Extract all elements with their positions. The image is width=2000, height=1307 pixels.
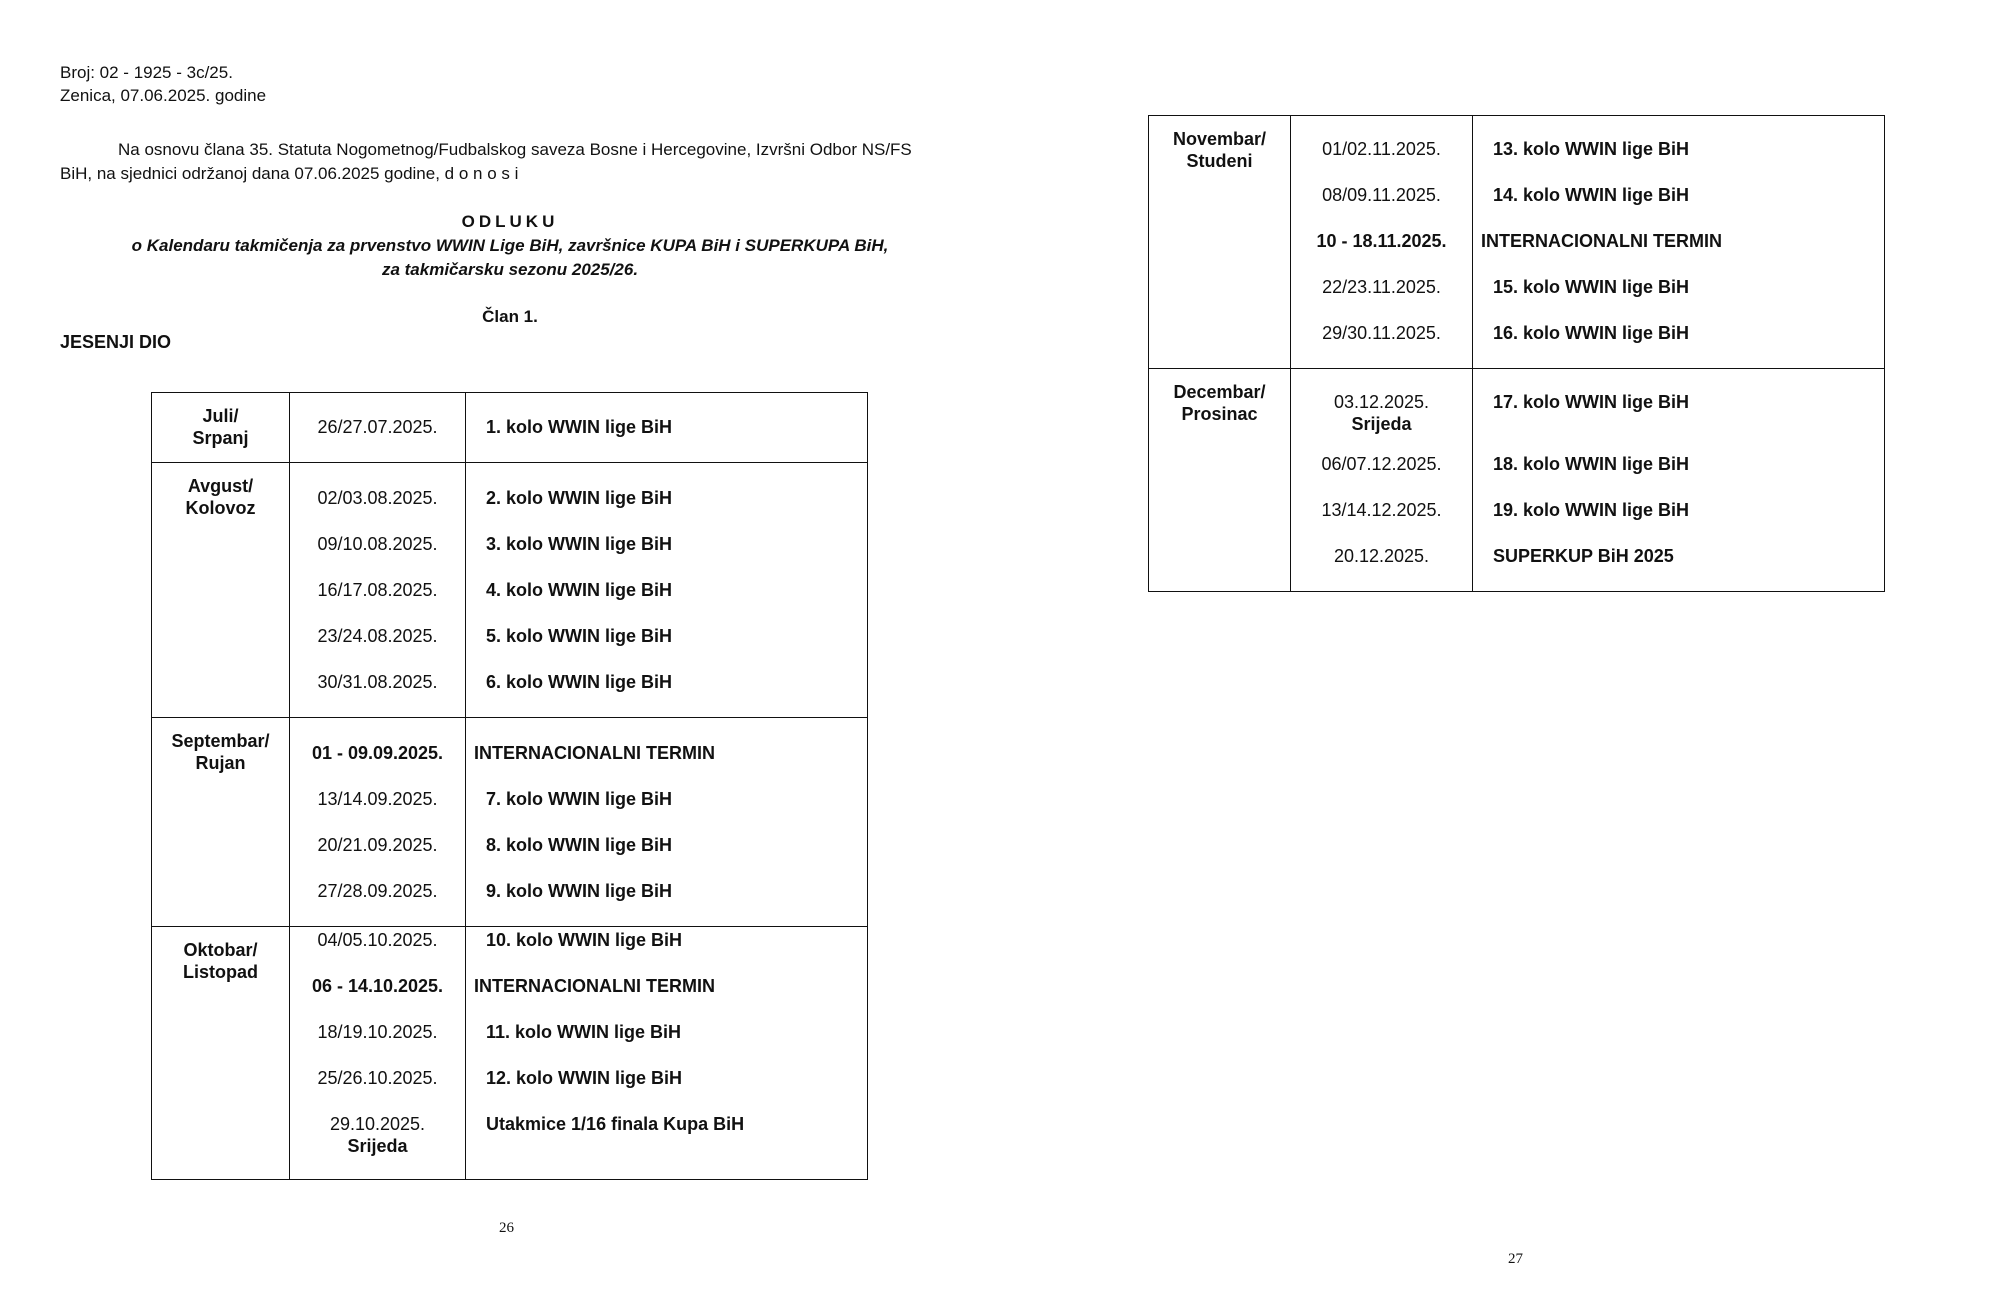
schedule-event: INTERNACIONALNI TERMIN [1481, 231, 1722, 251]
date-text: 02/03.08.2025. [317, 488, 438, 508]
schedule-event: Utakmice 1/16 finala Kupa BiH [486, 1114, 745, 1134]
schedule-event: SUPERKUP BiH 2025 [1493, 546, 1674, 566]
schedule-event: 15. kolo WWIN lige BiH [1493, 277, 1690, 297]
date-cell [290, 718, 466, 927]
event-cell [1473, 116, 1885, 369]
date-text: 09/10.08.2025. [317, 534, 438, 554]
document-place-date: Zenica, 07.06.2025. godine [60, 86, 267, 105]
event-cell [466, 927, 868, 1180]
schedule-table-autumn-1 [151, 392, 868, 1180]
date-text: 26/27.07.2025. [317, 417, 438, 437]
date-text: 29/30.11.2025. [1322, 323, 1441, 343]
schedule-date [290, 834, 465, 880]
schedule-event: 6. kolo WWIN lige BiH [486, 672, 673, 692]
schedule-date [1291, 138, 1472, 184]
schedule-date [290, 1113, 465, 1175]
schedule-date [1291, 545, 1472, 591]
decision-title: ODLUKU [461, 212, 559, 231]
schedule-date [290, 1067, 465, 1113]
month-row [152, 393, 868, 463]
month-row [152, 718, 868, 927]
date-text: 13/14.09.2025. [317, 789, 438, 809]
event-cell [466, 393, 868, 463]
decision-subtitle-2: za takmičarsku sezonu 2025/26. [381, 260, 639, 279]
schedule-date [1291, 322, 1472, 368]
schedule-date [290, 880, 465, 926]
date-text: 13/14.12.2025. [1321, 500, 1442, 520]
date-text: 01/02.11.2025. [1322, 139, 1441, 159]
date-text: 01 - 09.09.2025. [311, 743, 444, 763]
schedule-date [1291, 391, 1472, 453]
event-cell [1473, 369, 1885, 592]
month-cell [152, 718, 290, 927]
date-text: 27/28.09.2025. [317, 881, 438, 901]
schedule-event: 18. kolo WWIN lige BiH [1493, 454, 1690, 474]
schedule-table-autumn-2 [1148, 115, 1885, 592]
page-number-right: 27 [1508, 1251, 1523, 1267]
schedule-event: 10. kolo WWIN lige BiH [486, 930, 683, 950]
schedule-date [290, 625, 465, 671]
schedule-event: 19. kolo WWIN lige BiH [1493, 500, 1690, 520]
section-title: JESENJI DIO [60, 332, 172, 352]
schedule-event: 4. kolo WWIN lige BiH [486, 580, 673, 600]
date-text: 06/07.12.2025. [1321, 454, 1442, 474]
intro-line-1: Na osnovu člana 35. Statuta Nogometnog/Fudbalskog saveza Bosne i Hercegovine, Izvršni Odbor NS/FS [118, 140, 912, 159]
date-text: 20.12.2025. [1333, 546, 1430, 566]
event-cell [466, 463, 868, 718]
schedule-date [290, 533, 465, 579]
schedule-date [290, 487, 465, 533]
date-text: 25/26.10.2025. [317, 1068, 438, 1088]
schedule-date [1291, 453, 1472, 499]
schedule-date [1291, 230, 1472, 276]
month-row [152, 927, 868, 1180]
month-cell [1149, 369, 1291, 592]
schedule-date [290, 788, 465, 834]
schedule-event: 13. kolo WWIN lige BiH [1493, 139, 1690, 159]
date-cell [1291, 116, 1473, 369]
schedule-event: 17. kolo WWIN lige BiH [1493, 392, 1690, 412]
schedule-date [290, 929, 465, 975]
date-cell [290, 927, 466, 1180]
article-title: Član 1. [482, 307, 538, 326]
schedule-date [290, 742, 465, 788]
date-weekday: Srijeda [1351, 414, 1412, 434]
intro-line-2: BiH, na sjednici održanoj dana 07.06.2025 godine, d o n o s i [60, 164, 519, 183]
month-label: Prosinac [1181, 404, 1258, 424]
month-label: Rujan [195, 753, 246, 773]
date-text: 22/23.11.2025. [1322, 277, 1441, 297]
date-text: 18/19.10.2025. [317, 1022, 438, 1042]
month-cell [152, 393, 290, 463]
schedule-date [1291, 499, 1472, 545]
schedule-date [290, 671, 465, 717]
schedule-date [1291, 184, 1472, 230]
date-text: 10 - 18.11.2025. [1316, 231, 1447, 251]
month-label: Kolovoz [185, 498, 256, 518]
month-label: Novembar/ [1172, 129, 1267, 149]
date-cell [1291, 369, 1473, 592]
schedule-event: 2. kolo WWIN lige BiH [486, 488, 673, 508]
date-text: 23/24.08.2025. [317, 626, 438, 646]
month-label: Juli/ [202, 406, 239, 426]
schedule-event: 3. kolo WWIN lige BiH [486, 534, 673, 554]
month-cell [1149, 116, 1291, 369]
schedule-event: INTERNACIONALNI TERMIN [474, 976, 715, 996]
schedule-date [290, 975, 465, 1021]
month-row [1149, 369, 1885, 592]
date-text: 20/21.09.2025. [317, 835, 438, 855]
intro-paragraph [60, 138, 960, 186]
month-cell [152, 463, 290, 718]
event-cell [466, 718, 868, 927]
date-text: 08/09.11.2025. [1322, 185, 1441, 205]
month-label: Septembar/ [171, 731, 270, 751]
schedule-event: 5. kolo WWIN lige BiH [486, 626, 673, 646]
schedule-event: 12. kolo WWIN lige BiH [486, 1068, 683, 1088]
schedule-date [1291, 276, 1472, 322]
date-text: 03.12.2025. [1333, 392, 1430, 412]
date-cell [290, 393, 466, 463]
schedule-event: 8. kolo WWIN lige BiH [486, 835, 673, 855]
month-row [1149, 116, 1885, 369]
schedule-date [290, 416, 465, 462]
schedule-event: 16. kolo WWIN lige BiH [1493, 323, 1690, 343]
schedule-date [290, 579, 465, 625]
date-text: 30/31.08.2025. [317, 672, 438, 692]
schedule-event: 11. kolo WWIN lige BiH [486, 1022, 682, 1042]
schedule-event: INTERNACIONALNI TERMIN [474, 743, 715, 763]
month-label: Decembar/ [1173, 382, 1266, 402]
date-text: 06 - 14.10.2025. [311, 976, 444, 996]
date-text: 29.10.2025. [329, 1114, 426, 1134]
schedule-event: 9. kolo WWIN lige BiH [486, 881, 673, 901]
decision-subtitle-1: o Kalendaru takmičenja za prvenstvo WWIN Lige BiH, završnice KUPA BiH i SUPERKUPA BiH, [131, 236, 889, 255]
month-row [152, 463, 868, 718]
schedule-event: 1. kolo WWIN lige BiH [486, 417, 673, 437]
month-label: Srpanj [192, 428, 249, 448]
schedule-date [290, 1021, 465, 1067]
month-cell [152, 927, 290, 1180]
schedule-event: 7. kolo WWIN lige BiH [486, 789, 673, 809]
month-label: Listopad [183, 962, 258, 982]
document-number: Broj: 02 - 1925 - 3c/25. [60, 63, 233, 82]
schedule-event: 14. kolo WWIN lige BiH [1493, 185, 1690, 205]
date-weekday: Srijeda [347, 1136, 408, 1156]
month-label: Studeni [1186, 151, 1253, 171]
date-text: 04/05.10.2025. [317, 930, 438, 950]
month-label: Avgust/ [187, 476, 254, 496]
date-text: 16/17.08.2025. [317, 580, 438, 600]
decision-heading [60, 210, 960, 282]
month-label: Oktobar/ [183, 940, 258, 960]
page-number-left: 26 [499, 1220, 514, 1236]
date-cell [290, 463, 466, 718]
